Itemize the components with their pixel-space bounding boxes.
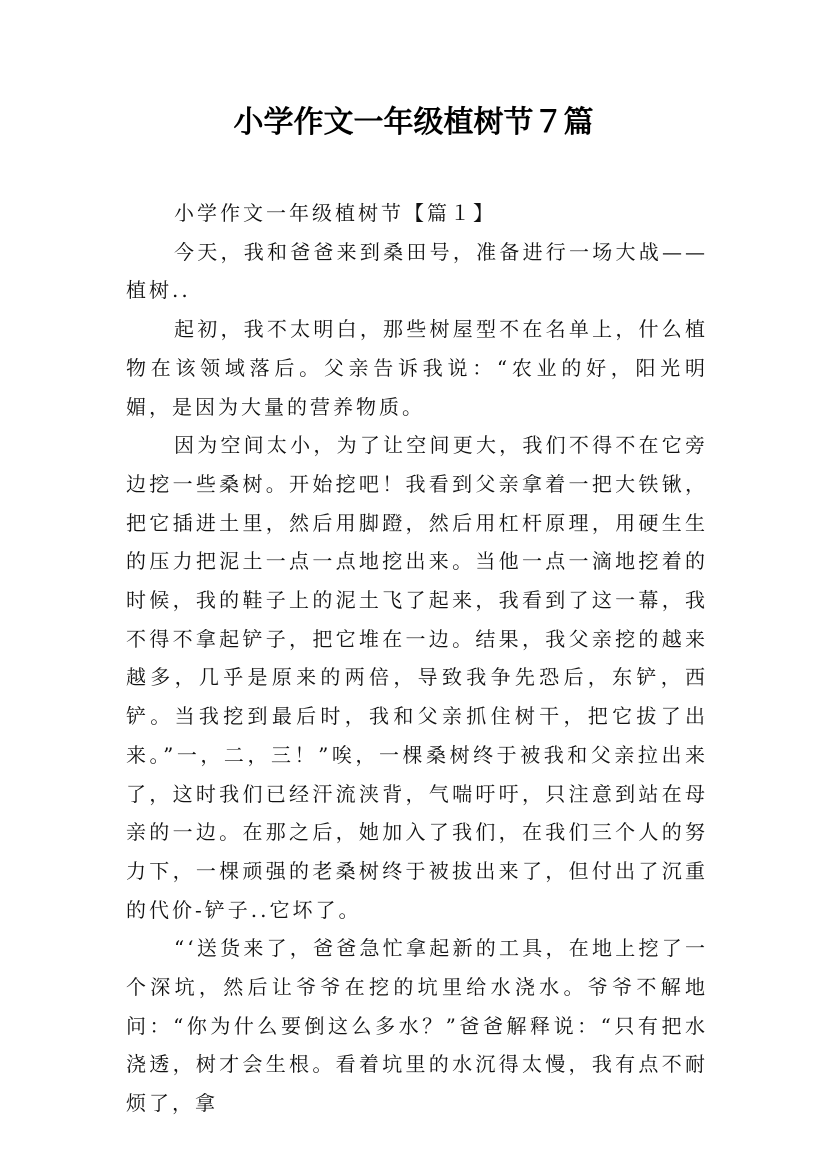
- paragraph: 今天，我和爸爸来到桑田号，准备进行一场大战——植树..: [126, 239, 708, 303]
- document-title: 小学作文一年级植树节７篇: [233, 105, 594, 140]
- paragraph: 起初，我不太明白，那些树屋型不在名单上，什么植物在该领域落后。父亲告诉我说：“农业的好，阳光明媚，是因为大量的营养物质。: [126, 317, 708, 419]
- section-heading: 小学作文一年级植树节【篇１】: [174, 201, 496, 225]
- paragraph: “‘送货来了，爸爸急忙拿起新的工具，在地上挖了一个深坑，然后让爷爷在挖的坑里给水浇水。爷爷不解地问：“你为什么要倒这么多水？”爸爸解释说：“只有把水浇透，树才会生根。看着坑里的水沉得太慢，我有点不耐烦了，拿: [126, 936, 708, 1116]
- paragraph: 因为空间太小，为了让空间更大，我们不得不在它旁边挖一些桑树。开始挖吧！我看到父亲拿着一把大铁锹，把它插进土里，然后用脚蹬，然后用杠杆原理，用硬生生的压力把泥土一点一点地挖出来。当他一点一滴地挖着的时候，我的鞋子上的泥土飞了起来，我看到了这一幕，我不得不拿起铲子，把它堆在一边。结果，我父亲挖的越来越多，几乎是原来的两倍，导致我争先恐后，东铲，西铲。当我挖到最后时，我和父亲抓住树干，把它拔了出来。”一，二，三！”唉，一棵桑树终于被我和父亲拉出来了，这时我们已经汗流浃背，气喘吁吁，只注意到站在母亲的一边。在那之后，她加入了我们，在我们三个人的努力下，一棵顽强的老桑树终于被拔出来了，但付出了沉重的代价-铲子..它坏了。: [126, 433, 708, 922]
- document-body: [126, 194, 708, 1123]
